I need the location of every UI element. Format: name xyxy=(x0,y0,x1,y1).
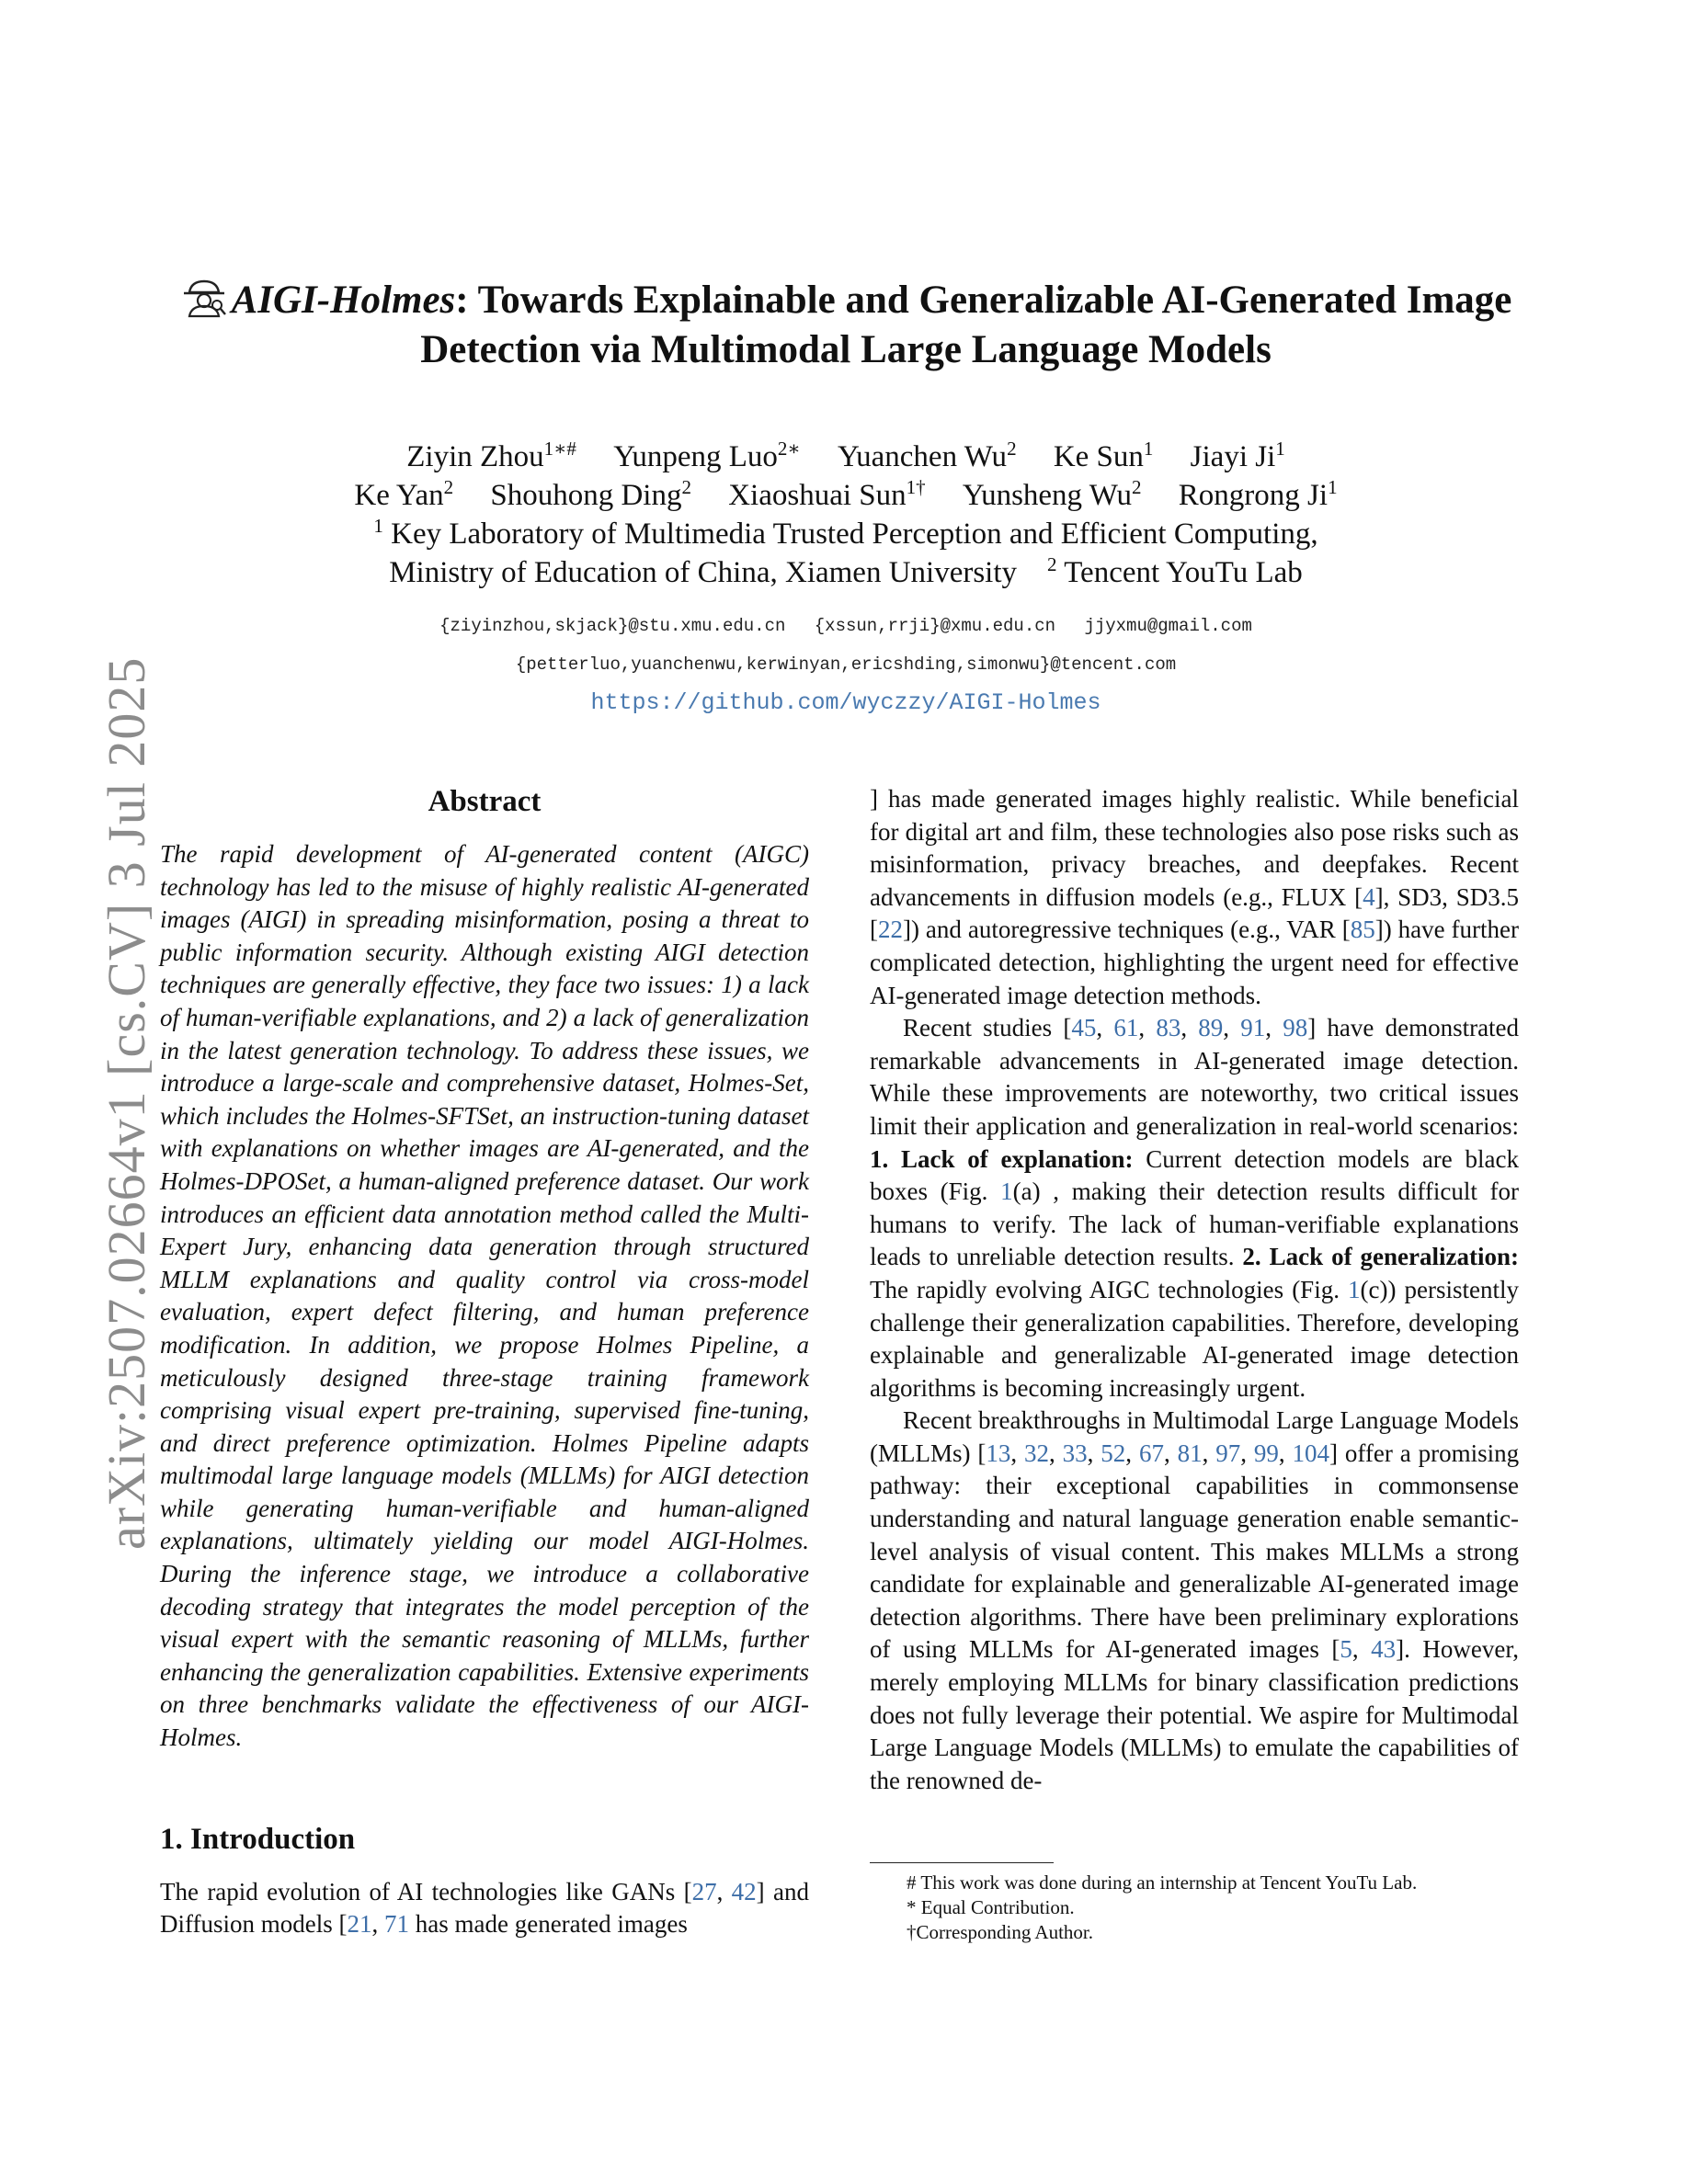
footnote: # This work was done during an internship at Tencent YouTu Lab. xyxy=(907,1871,1418,1894)
email[interactable]: {ziyinzhou,skjack}@stu.xmu.edu.cn xyxy=(439,616,786,636)
citation-link[interactable]: 85 xyxy=(1350,916,1375,944)
footnote: †Corresponding Author. xyxy=(907,1921,1093,1943)
affiliations xyxy=(129,515,1563,592)
abstract-text: The rapid development of AI-generated content (AIGC) technology has led to the misuse of highly realistic AI-generated images (AIGI) in spreading misinformation, posing a threat to public information security. Although existing AIGI detection techniques are generally effective, they face two issues: 1) a lack of human-verifiable explanations, and 2) a lack of generalization in the latest generation technology. To address these issues, we introduce a large-scale and comprehensive dataset, Holmes-Set, which includes the Holmes-SFTSet, an instruction-tuning dataset with explanations on whether images are AI-generated, and the Holmes-DPOSet, a human-aligned preference dataset. Our work introduces an efficient data annotation method called the Multi-Expert Jury, enhancing data generation through structured MLLM explanations and quality control via cross-model evaluation, expert defect filtering, and human preference modification. In addition, we propose Holmes Pipeline, a meticulously designed three-stage training framework comprising visual expert pre-training, supervised fine-tuning, and direct preference optimization. Holmes Pipeline adapts multimodal large language models (MLLMs) for AIGI detection while generating human-verifiable and human-aligned explanations, ultimately yielding our model AIGI-Holmes. During the inference stage, we introduce a collaborative decoding strategy that integrates the model perception of the visual expert with the semantic reasoning of MLLMs, further enhancing the generalization capabilities. Extensive experiments on three benchmarks validate the effectiveness of our AIGI-Holmes. xyxy=(160,840,809,1752)
detective-icon xyxy=(180,278,228,318)
citation-link[interactable]: 42 xyxy=(731,1877,757,1905)
citation-link[interactable]: 5 xyxy=(1340,1635,1352,1664)
author: Jiayi Ji$^1$ xyxy=(1190,438,1285,473)
right-column xyxy=(870,783,1519,1797)
emphasis-lack-of-explanation: 1. Lack of explanation: xyxy=(870,1144,1134,1173)
citation-link[interactable]: 43 xyxy=(1371,1635,1397,1664)
email[interactable]: {xssun,rrji}@xmu.edu.cn xyxy=(814,616,1056,636)
footnotes xyxy=(870,1862,1519,1945)
citation-link[interactable]: 4 xyxy=(1363,882,1375,911)
author: Shouhong Ding$^2$ xyxy=(490,476,691,512)
citation-link[interactable]: 104 xyxy=(1292,1439,1329,1467)
repo-row xyxy=(129,684,1563,723)
title-line-1 xyxy=(129,276,1563,325)
contact-emails xyxy=(129,607,1563,723)
citation-link[interactable]: 98 xyxy=(1283,1014,1308,1042)
footnote: * Equal Contribution. xyxy=(907,1896,1075,1918)
citation-link[interactable]: 27 xyxy=(691,1877,717,1905)
citation-link[interactable]: 22 xyxy=(878,916,903,944)
email-row-2 xyxy=(129,645,1563,684)
intro-paragraph-2: Recent studies [45, 61, 83, 89, 91, 98] have demonstrated remarkable advancements in AI-generated image detection. While these improvements are noteworthy, two critical issues limit their application and generalization in real-world scenarios: 1. Lack of explanation: Current detection models are black boxes (Fig. 1(a) , making their detection results difficult for humans to verify. The lack of human-verifiable explanations leads to unreliable detection results. 2. Lack of generalization: The rapidly evolving AIGC technologies (Fig. 1(c)) persistently challenge their generalization capabilities. Therefore, developing explainable and generalizable AI-generated image detection algorithms is becoming increasingly urgent. xyxy=(870,1014,1520,1402)
emphasis-lack-of-generalization: 2. Lack of generalization: xyxy=(1242,1243,1519,1271)
affiliation-line-2: Ministry of Education of China, Xiamen University $^2$ Tencent YouTu Lab xyxy=(389,553,1303,589)
citation-link[interactable]: 32 xyxy=(1024,1439,1050,1467)
left-column xyxy=(160,783,809,1941)
author: Ke Sun$^1$ xyxy=(1053,438,1154,473)
author-row-1 xyxy=(129,438,1563,476)
citation-link[interactable]: 97 xyxy=(1215,1439,1241,1467)
citation-link[interactable]: 91 xyxy=(1240,1014,1266,1042)
figure-ref-link[interactable]: 1 xyxy=(1000,1177,1013,1206)
introduction-heading: 1. Introduction xyxy=(160,1822,356,1856)
email[interactable]: jjyxmu@gmail.com xyxy=(1084,616,1252,636)
intro-paragraph-1-start: The rapid evolution of AI technologies like GANs [27, 42] and Diffusion models [21, 71 has made generated images xyxy=(160,1877,809,1939)
title-line-2: Detection via Multimodal Large Language Models xyxy=(420,328,1272,371)
title-brand: AIGI-Holmes xyxy=(231,279,456,322)
citation-link[interactable]: 99 xyxy=(1253,1439,1279,1467)
citation-link[interactable]: 89 xyxy=(1198,1014,1224,1042)
arxiv-identifier-stamp: arXiv:2507.02664v1 [cs.CV] 3 Jul 2025 xyxy=(97,656,156,1550)
intro-paragraph-1-cont: ] has made generated images highly realistic. While beneficial for digital art and film, these technologies also pose risks such as misinformation, privacy breaches, and deepfakes. Recent advancements in diffusion models (e.g., FLUX [4], SD3, SD3.5 [22]) and autoregressive techniques (e.g., VAR [85]) have further complicated detection, highlighting the urgent need for effective AI-generated image detection methods. xyxy=(870,785,1519,1009)
figure-ref-link[interactable]: 1 xyxy=(1348,1275,1361,1303)
citation-link[interactable]: 81 xyxy=(1177,1439,1203,1467)
author: Rongrong Ji$^1$ xyxy=(1178,476,1338,512)
citation-link[interactable]: 45 xyxy=(1071,1014,1097,1042)
citation-link[interactable]: 61 xyxy=(1113,1014,1139,1042)
author: Yunsheng Wu$^2$ xyxy=(962,476,1142,512)
email-row-1 xyxy=(129,607,1563,645)
author-list xyxy=(129,438,1563,515)
author: Ke Yan$^2$ xyxy=(354,476,454,512)
citation-link[interactable]: 67 xyxy=(1138,1439,1164,1467)
title-line-1-rest: : Towards Explainable and Generalizable AI-Generated Image xyxy=(455,279,1512,322)
affiliation-line-1: $^1$ Key Laboratory of Multimedia Trusted Perception and Efficient Computing, xyxy=(373,515,1318,551)
email[interactable]: {petterluo,yuanchenwu,kerwinyan,ericshding,simonwu}@tencent.com xyxy=(515,654,1177,675)
abstract-heading: Abstract xyxy=(428,785,542,818)
citation-link[interactable]: 52 xyxy=(1101,1439,1126,1467)
citation-link[interactable]: 83 xyxy=(1156,1014,1181,1042)
intro-paragraph-3: Recent breakthroughs in Multimodal Large Language Models (MLLMs) [13, 32, 33, 52, 67, 81, 97, 99, 104] offer a promising pathway: their exceptional capabilities in commonsense understanding and natural language generation enable semantic-level analysis of visual content. This makes MLLMs a strong candidate for explainable and generalizable AI-generated image detection algorithms. There have been preliminary explorations of using MLLMs for AI-generated images [5, 43]. However, merely employing MLLMs for binary classification predictions does not fully leverage their potential. We aspire for Multimodal Large Language Models (MLLMs) to emulate the capabilities of the renowned de- xyxy=(870,1406,1520,1794)
github-repo-link[interactable]: https://github.com/wyczzy/AIGI-Holmes xyxy=(590,689,1101,716)
author: Yunpeng Luo$^{2∗}$ xyxy=(613,438,801,473)
citation-link[interactable]: 33 xyxy=(1062,1439,1088,1467)
citation-link[interactable]: 21 xyxy=(347,1910,372,1939)
author: Ziyin Zhou$^{1∗\#}$ xyxy=(406,438,576,473)
citation-link[interactable]: 71 xyxy=(384,1910,409,1939)
footnote-divider xyxy=(870,1862,1054,1863)
author: Xiaoshuai Sun$^{1\dagger}$ xyxy=(728,476,926,512)
author-row-2 xyxy=(129,476,1563,515)
author: Yuanchen Wu$^2$ xyxy=(837,438,1017,473)
paper-title xyxy=(129,276,1563,375)
citation-link[interactable]: 13 xyxy=(986,1439,1011,1467)
